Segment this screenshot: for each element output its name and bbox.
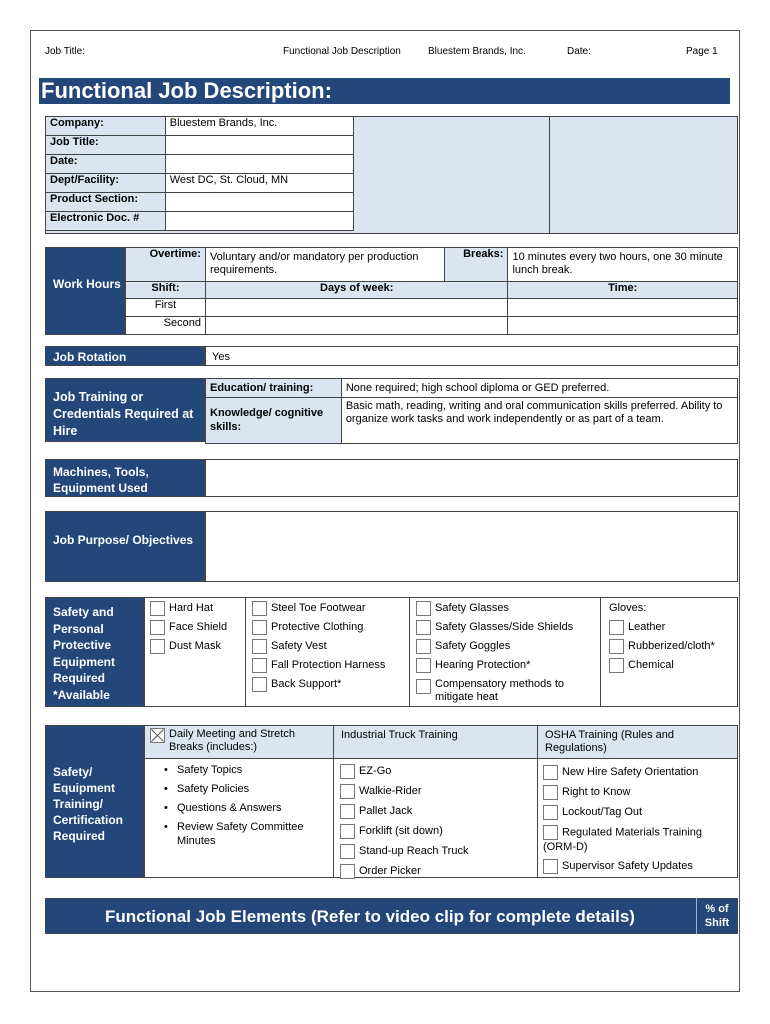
shift-second: Second [126,317,206,335]
info-value-date[interactable] [165,155,353,174]
info-value-company: Bluestem Brands, Inc. [165,117,353,136]
shift-second-days[interactable] [205,317,508,335]
daily-meeting-label: Daily Meeting and Stretch Breaks (includes:) [169,728,295,753]
truck-item[interactable]: Stand-up Reach Truck [340,841,468,861]
page-title: Functional Job Description: [39,78,730,104]
job-training-label: Job Training or Credentials Required at Hire [45,378,205,442]
info-value-job-title[interactable] [165,136,353,155]
info-label: Electronic Doc. # [46,212,166,231]
safety-divider [537,725,538,878]
ppe-col4 [609,599,715,675]
gloves-label: Gloves: [609,602,647,614]
truck-item[interactable]: Forklift (sit down) [340,821,468,841]
ppe-item[interactable]: Dust Mask [150,637,227,656]
shift-first-time[interactable] [508,299,738,317]
checkbox-icon[interactable] [543,805,558,820]
checkbox-icon[interactable] [340,784,355,799]
ppe-item[interactable]: Leather [609,618,715,637]
info-value-product-section[interactable] [165,193,353,212]
info-value-doc-number[interactable] [165,212,353,231]
checkbox-icon[interactable] [340,824,355,839]
info-table [45,116,354,231]
ppe-divider [600,597,601,707]
info-value-dept: West DC, St. Cloud, MN [165,174,353,193]
job-rotation-value: Yes [205,346,738,366]
work-hours-label: Work Hours [45,247,125,335]
truck-item[interactable]: Order Picker [340,861,468,881]
checkbox-icon[interactable] [252,658,267,673]
ppe-item[interactable]: Rubberized/cloth* [609,637,715,656]
knowledge-label: Knowledge/ cognitive skills: [206,398,342,444]
overtime-label: Overtime: [126,248,206,282]
checkbox-icon[interactable] [150,601,165,616]
ppe-item[interactable]: Fall Protection Harness [252,656,385,675]
header-page: Page 1 [686,46,718,57]
ppe-item[interactable]: Compensatory methods to mitigate heat [416,678,598,704]
purpose-value[interactable] [205,511,738,582]
shift-first: First [126,299,206,317]
days-label: Days of week: [205,282,508,299]
bullet-item: • Review Safety Committee Minutes [164,821,304,847]
ppe-item[interactable]: Safety Goggles [416,637,598,656]
checkbox-icon[interactable] [340,764,355,779]
osha-item[interactable]: Lockout/Tag Out [543,802,733,822]
checkbox-icon[interactable] [416,658,431,673]
ppe-item[interactable]: Safety Vest [252,637,385,656]
ppe-item[interactable]: Protective Clothing [252,618,385,637]
checkbox-icon[interactable] [543,825,558,840]
education-label: Education/ training: [206,379,342,398]
checkbox-icon[interactable] [543,765,558,780]
ppe-item[interactable]: Back Support* [252,675,385,694]
checkbox-icon[interactable] [150,620,165,635]
knowledge-value: Basic math, reading, writing and oral communication skills preferred. Ability to organize work tasks and work independently or as part of a team. [341,398,737,444]
header-company: Bluestem Brands, Inc. [428,46,526,57]
checkbox-icon[interactable] [543,785,558,800]
checkbox-icon[interactable] [340,864,355,879]
checkbox-icon[interactable] [609,639,624,654]
pct-of-shift-label: % of Shift [704,903,730,929]
ppe-col3 [416,599,598,704]
checkbox-icon[interactable] [543,859,558,874]
truck-item[interactable]: Pallet Jack [340,801,468,821]
info-divider [549,116,550,234]
overtime-value: Voluntary and/or mandatory per production requirements. [205,248,444,282]
ppe-divider [409,597,410,707]
osha-header: OSHA Training (Rules and Regulations) [545,729,675,754]
purpose-label: Job Purpose/ Objectives [45,511,205,582]
checkbox-icon[interactable] [252,620,267,635]
ppe-col2 [252,599,385,694]
header-doc-name: Functional Job Description [283,46,401,57]
osha-list [543,762,733,876]
ppe-item[interactable]: Chemical [609,656,715,675]
truck-item[interactable]: EZ-Go [340,761,468,781]
ppe-item[interactable]: Safety Glasses [416,599,598,618]
shift-second-time[interactable] [508,317,738,335]
checkbox-icon[interactable] [416,620,431,635]
industrial-truck-header: Industrial Truck Training [341,729,458,741]
education-value: None required; high school diploma or GED preferred. [341,379,737,398]
ppe-item[interactable]: Safety Glasses/Side Shields [416,618,598,637]
functional-elements-title: Functional Job Elements (Refer to video clip for complete details) [105,907,635,926]
bullet-item: • Safety Topics [164,764,243,776]
ppe-col1 [150,599,227,656]
info-label: Job Title: [46,136,166,155]
work-hours-table [125,247,738,335]
daily-meeting-item[interactable] [150,728,330,754]
info-label: Product Section: [46,193,166,212]
shift-first-days[interactable] [205,299,508,317]
osha-item[interactable]: Regulated Materials Training (ORM-D) [543,826,703,853]
header-job-title-label: Job Title: [45,46,86,57]
daily-meeting-bullets [164,763,334,848]
truck-list [340,761,468,881]
breaks-value: 10 minutes every two hours, one 30 minute lunch break. [508,248,738,282]
time-label: Time: [508,282,738,299]
checkbox-icon[interactable] [252,601,267,616]
truck-item[interactable]: Walkie-Rider [340,781,468,801]
shift-label: Shift: [126,282,206,299]
checkbox-icon[interactable] [150,639,165,654]
osha-item[interactable]: Supervisor Safety Updates [543,856,733,876]
checkbox-icon[interactable] [252,639,267,654]
osha-item[interactable]: New Hire Safety Orientation [543,762,733,782]
machines-label: Machines, Tools, Equipment Used [45,459,205,497]
header-date-label: Date: [567,46,591,57]
breaks-label: Breaks: [444,248,508,282]
bullet-item: • Questions & Answers [164,802,282,814]
checkbox-icon[interactable] [609,620,624,635]
checkbox-icon[interactable] [416,639,431,654]
info-label: Dept/Facility: [46,174,166,193]
machines-value[interactable] [205,459,738,497]
info-label: Company: [46,117,166,136]
job-training-table [205,378,738,444]
checked-checkbox-icon[interactable] [150,728,165,743]
ppe-item[interactable]: Hard Hat [150,599,227,618]
bullet-item: • Safety Policies [164,783,250,795]
ppe-item[interactable]: Hearing Protection* [416,656,598,675]
safety-training-label: Safety/ Equipment Training/ Certification Required [45,725,144,878]
osha-item[interactable]: Right to Know [543,782,733,802]
ppe-item[interactable]: Steel Toe Footwear [252,599,385,618]
ppe-divider [245,597,246,707]
info-label: Date: [46,155,166,174]
job-rotation-label: Job Rotation [45,346,205,366]
checkbox-icon[interactable] [416,601,431,616]
ppe-item[interactable]: Face Shield [150,618,227,637]
checkbox-icon[interactable] [252,677,267,692]
ppe-label: Safety and Personal Protective Equipment Required *Available [45,597,144,707]
checkbox-icon[interactable] [416,679,431,694]
checkbox-icon[interactable] [340,844,355,859]
checkbox-icon[interactable] [609,658,624,673]
checkbox-icon[interactable] [340,804,355,819]
